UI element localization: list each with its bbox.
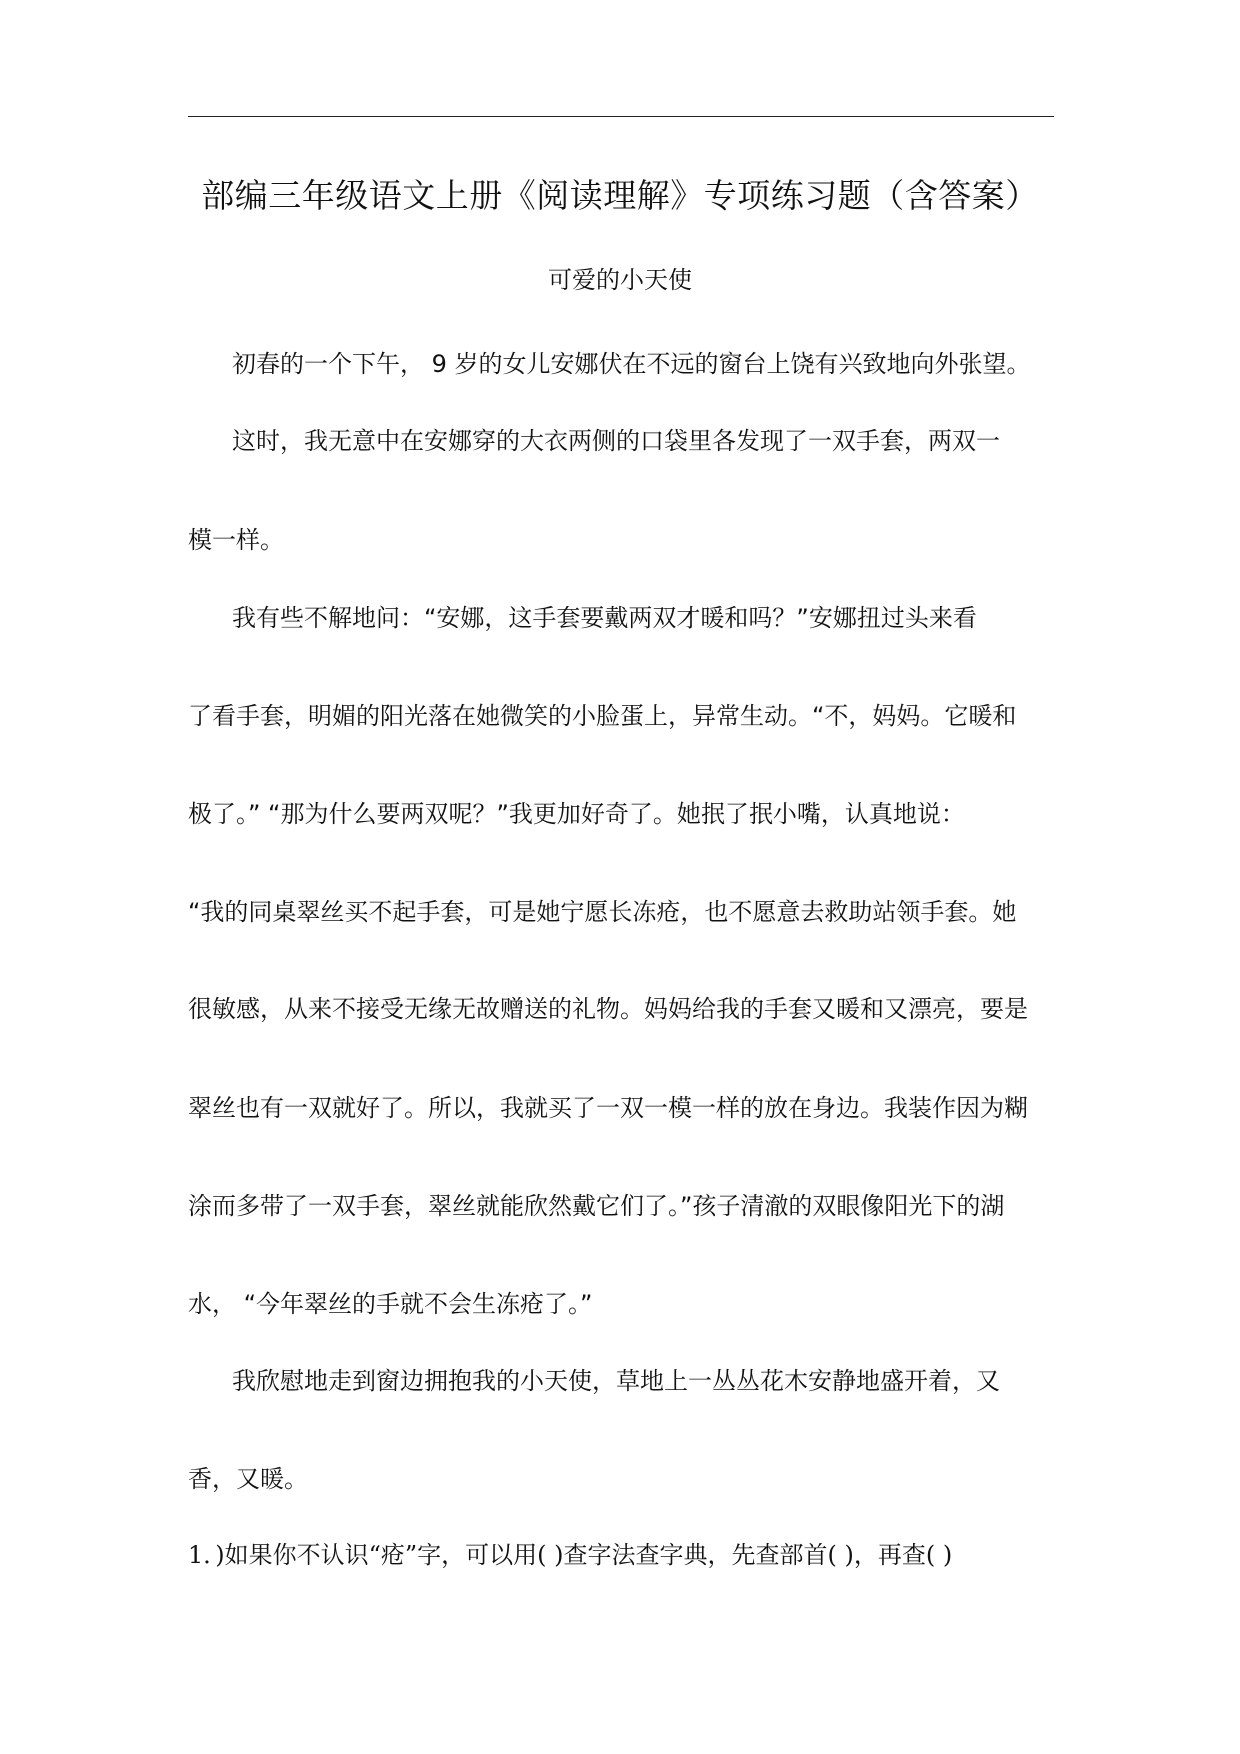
paragraph-line: 水， “今年翠丝的手就不会生冻疮了。”: [188, 1290, 593, 1318]
header-rule: [188, 116, 1054, 117]
paragraph-line: 我欣慰地走到窗边拥抱我的小天使，草地上一丛丛花木安静地盛开着，又: [232, 1367, 1000, 1395]
paragraph-line: 初春的一个下午， 9 岁的女儿安娜伏在不远的窗台上饶有兴致地向外张望。: [232, 350, 1031, 378]
paragraph-line: “我的同桌翠丝买不起手套，可是她宁愿长冻疮，也不愿意去救助站领手套。她: [188, 898, 1017, 926]
question-1: 1．)如果你不认识“疮”字，可以用( )查字法查字典，先查部首( )，再查( ): [188, 1541, 953, 1569]
paragraph-line: 香，又暖。: [188, 1465, 308, 1493]
document-title: 部编三年级语文上册《阅读理解》专项练习题（含答案）: [201, 176, 1039, 215]
paragraph-line: 模一样。: [188, 526, 284, 554]
paragraph-line: 我有些不解地问：“安娜，这手套要戴两双才暖和吗？”安娜扭过头来看: [232, 604, 977, 632]
paragraph-line: 很敏感，从来不接受无缘无故赠送的礼物。妈妈给我的手套又暖和又漂亮，要是: [188, 995, 1028, 1023]
paragraph-line: 翠丝也有一双就好了。所以，我就买了一双一模一样的放在身边。我装作因为糊: [188, 1094, 1028, 1122]
paragraph-line: 了看手套，明媚的阳光落在她微笑的小脸蛋上，异常生动。“不，妈妈。它暖和: [188, 702, 1017, 730]
paragraph-line: 极了。” “那为什么要两双呢？”我更加好奇了。她抿了抿小嘴，认真地说：: [188, 800, 965, 828]
story-title: 可爱的小天使: [548, 266, 692, 294]
paragraph-line: 这时，我无意中在安娜穿的大衣两侧的口袋里各发现了一双手套，两双一: [232, 427, 1000, 455]
paragraph-line: 涂而多带了一双手套，翠丝就能欣然戴它们了。”孩子清澈的双眼像阳光下的湖: [188, 1192, 1005, 1220]
